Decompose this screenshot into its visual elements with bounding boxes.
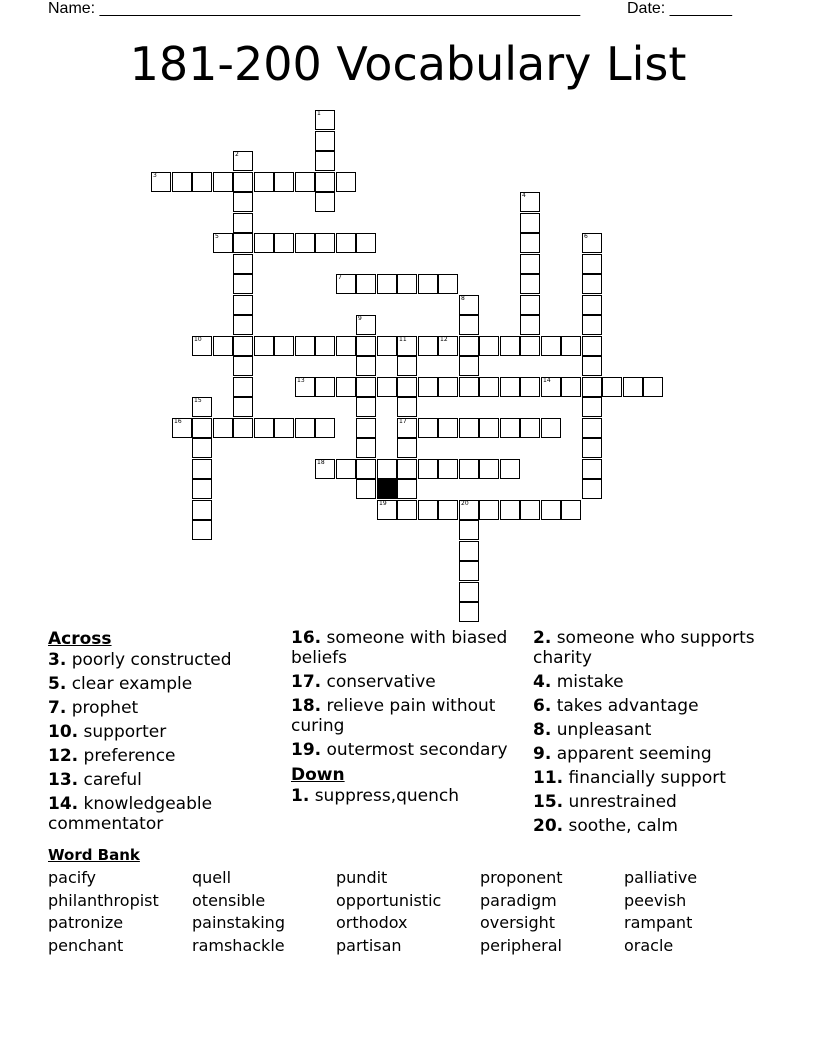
clue-item xyxy=(533,672,773,692)
clue-text: knowledgeable commentator xyxy=(48,794,213,834)
grid-cell[interactable] xyxy=(233,151,253,171)
grid-cell[interactable] xyxy=(336,233,356,253)
grid-cell[interactable] xyxy=(233,377,253,397)
clue-item xyxy=(48,722,283,742)
grid-cell[interactable] xyxy=(192,520,212,540)
clue-item xyxy=(48,746,283,766)
grid-cell[interactable] xyxy=(315,110,335,130)
clue-number: 20 xyxy=(461,500,469,507)
clue-number: 2. xyxy=(533,628,552,648)
grid-cell[interactable] xyxy=(315,459,335,479)
word-bank-item: paradigm xyxy=(480,890,557,910)
grid-cell[interactable] xyxy=(582,438,602,458)
grid-cell[interactable] xyxy=(520,192,540,212)
grid-cell[interactable] xyxy=(295,233,315,253)
clue-text: preference xyxy=(78,746,176,766)
clue-number: 12. xyxy=(48,746,79,766)
grid-cell[interactable] xyxy=(192,336,212,356)
grid-cell[interactable] xyxy=(356,377,376,397)
grid-cell[interactable] xyxy=(377,377,397,397)
grid-cell[interactable] xyxy=(582,315,602,335)
word-bank-item: quell xyxy=(192,868,232,887)
clue-number: 3 xyxy=(153,172,157,179)
grid-cell[interactable] xyxy=(233,356,253,376)
grid-cell[interactable] xyxy=(459,541,479,561)
word-bank-item: otensible xyxy=(192,890,266,910)
clue-number: 5 xyxy=(215,233,219,240)
grid-cell[interactable] xyxy=(356,459,376,479)
grid-cell[interactable] xyxy=(438,500,458,520)
grid-cell[interactable] xyxy=(520,295,540,315)
grid-cell[interactable] xyxy=(438,336,458,356)
clue-text: someone who supports charity xyxy=(533,628,755,668)
grid-cell[interactable] xyxy=(356,418,376,438)
clue-item xyxy=(533,816,773,836)
clue-number: 10 xyxy=(194,336,202,343)
clue-item xyxy=(48,698,283,718)
clue-item xyxy=(291,696,526,736)
grid-cell[interactable] xyxy=(233,418,253,438)
grid-cell[interactable] xyxy=(459,356,479,376)
grid-cell[interactable] xyxy=(479,418,499,438)
grid-cell[interactable] xyxy=(356,397,376,417)
clue-item xyxy=(533,744,773,764)
clue-number: 11. xyxy=(533,768,564,788)
grid-cell[interactable] xyxy=(213,233,233,253)
grid-cell[interactable] xyxy=(336,274,356,294)
grid-cell[interactable] xyxy=(561,336,581,356)
grid-cell[interactable] xyxy=(459,582,479,602)
grid-cell[interactable] xyxy=(397,274,417,294)
grid-cell[interactable] xyxy=(397,438,417,458)
grid-cell[interactable] xyxy=(356,336,376,356)
grid-cell[interactable] xyxy=(254,172,274,192)
grid-cell[interactable] xyxy=(397,418,417,438)
grid-cell[interactable] xyxy=(500,377,520,397)
grid-cell[interactable] xyxy=(438,418,458,438)
grid-cell[interactable] xyxy=(336,459,356,479)
grid-cell[interactable] xyxy=(377,459,397,479)
clue-item xyxy=(48,674,283,694)
grid-cell[interactable] xyxy=(233,295,253,315)
grid-cell[interactable] xyxy=(397,356,417,376)
grid-cell[interactable] xyxy=(623,377,643,397)
clue-number: 15 xyxy=(194,397,202,404)
grid-cell[interactable] xyxy=(315,418,335,438)
clue-number: 10. xyxy=(48,722,79,742)
grid-cell[interactable] xyxy=(377,500,397,520)
grid-cell[interactable] xyxy=(295,336,315,356)
clue-number: 6. xyxy=(533,696,552,716)
grid-cell[interactable] xyxy=(582,295,602,315)
word-bank-item: pundit xyxy=(336,868,388,887)
grid-cell[interactable] xyxy=(377,274,397,294)
clue-item xyxy=(533,792,773,812)
grid-cell[interactable] xyxy=(274,233,294,253)
grid-cell[interactable] xyxy=(233,315,253,335)
clue-text: soothe, calm xyxy=(563,816,678,836)
grid-cell[interactable] xyxy=(192,500,212,520)
grid-cell[interactable] xyxy=(356,438,376,458)
grid-cell[interactable] xyxy=(233,192,253,212)
grid-cell[interactable] xyxy=(438,274,458,294)
clue-text: someone with biased beliefs xyxy=(291,628,508,668)
clue-item xyxy=(533,768,773,788)
grid-cell[interactable] xyxy=(315,151,335,171)
clue-number: 9. xyxy=(533,744,552,764)
clue-item xyxy=(533,628,773,668)
grid-cell[interactable] xyxy=(233,336,253,356)
grid-cell[interactable] xyxy=(192,459,212,479)
clue-number: 14 xyxy=(543,377,551,384)
grid-cell[interactable] xyxy=(254,336,274,356)
clue-number: 19. xyxy=(291,740,322,760)
grid-cell[interactable] xyxy=(418,336,438,356)
grid-cell[interactable] xyxy=(233,233,253,253)
clue-text: outermost secondary xyxy=(321,740,508,760)
grid-cell[interactable] xyxy=(315,192,335,212)
down-heading: Down xyxy=(291,765,345,785)
clue-number: 11 xyxy=(399,336,407,343)
word-bank-item: rampant xyxy=(624,913,693,932)
clue-text: unpleasant xyxy=(551,720,652,740)
grid-cell[interactable] xyxy=(172,172,192,192)
clues-column-3 xyxy=(533,628,773,840)
grid-cell[interactable] xyxy=(520,254,540,274)
grid-cell[interactable] xyxy=(541,500,561,520)
grid-cell[interactable] xyxy=(356,356,376,376)
clue-text: clear example xyxy=(66,674,193,694)
word-bank-item: ramshackle xyxy=(192,935,285,955)
clue-text: supporter xyxy=(78,722,167,742)
word-bank-item: partisan xyxy=(336,935,402,955)
grid-cell[interactable] xyxy=(500,500,520,520)
grid-cell[interactable] xyxy=(541,418,561,438)
grid-cell[interactable] xyxy=(479,336,499,356)
grid-cell[interactable] xyxy=(479,500,499,520)
word-bank-item: patronize xyxy=(48,913,124,932)
clue-item xyxy=(533,720,773,740)
grid-cell[interactable] xyxy=(295,418,315,438)
page-title: 181-200 Vocabulary List xyxy=(129,37,687,91)
grid-cell[interactable] xyxy=(172,418,192,438)
clue-number: 12 xyxy=(440,336,448,343)
grid-cell[interactable] xyxy=(438,377,458,397)
grid-cell[interactable] xyxy=(192,397,212,417)
grid-cell[interactable] xyxy=(500,418,520,438)
grid-cell[interactable] xyxy=(213,172,233,192)
grid-cell[interactable] xyxy=(582,356,602,376)
grid-cell[interactable] xyxy=(418,377,438,397)
clue-item xyxy=(291,672,526,692)
clue-item xyxy=(533,696,773,716)
grid-cell[interactable] xyxy=(520,233,540,253)
grid-cell[interactable] xyxy=(356,274,376,294)
clue-item xyxy=(48,794,283,834)
grid-cell[interactable] xyxy=(459,315,479,335)
grid-cell[interactable] xyxy=(520,274,540,294)
grid-cell[interactable] xyxy=(520,500,540,520)
word-bank-item: proponent xyxy=(480,868,563,887)
grid-cell[interactable] xyxy=(315,336,335,356)
grid-cell[interactable] xyxy=(233,172,253,192)
grid-cell[interactable] xyxy=(213,418,233,438)
word-bank-item: oracle xyxy=(624,935,674,955)
grid-cell[interactable] xyxy=(397,397,417,417)
clue-number: 18 xyxy=(317,459,325,466)
clue-number: 14. xyxy=(48,794,79,814)
grid-cell[interactable] xyxy=(479,459,499,479)
word-bank-item: philanthropist xyxy=(48,890,159,910)
grid-cell[interactable] xyxy=(500,459,520,479)
grid-cell[interactable] xyxy=(233,254,253,274)
clue-number: 1. xyxy=(291,786,310,806)
grid-cell[interactable] xyxy=(295,377,315,397)
grid-cell[interactable] xyxy=(582,233,602,253)
grid-cell[interactable] xyxy=(582,397,602,417)
clues-column-1 xyxy=(48,628,283,838)
clue-text: takes advantage xyxy=(551,696,699,716)
grid-cell[interactable] xyxy=(356,233,376,253)
word-bank-item: orthodox xyxy=(336,913,408,932)
grid-cell[interactable] xyxy=(233,397,253,417)
grid-cell[interactable] xyxy=(192,418,212,438)
clue-number: 20. xyxy=(533,816,564,836)
word-bank-item: peevish xyxy=(624,890,687,910)
grid-cell[interactable] xyxy=(418,459,438,479)
clue-number: 5. xyxy=(48,674,67,694)
word-bank-item: peripheral xyxy=(480,935,562,955)
grid-cell[interactable] xyxy=(397,479,417,499)
grid-cell[interactable] xyxy=(582,479,602,499)
grid-cell[interactable] xyxy=(520,418,540,438)
grid-cell[interactable] xyxy=(459,336,479,356)
grid-cell[interactable] xyxy=(520,213,540,233)
word-bank-item: pacify xyxy=(48,868,97,887)
grid-cell[interactable] xyxy=(459,377,479,397)
grid-cell[interactable] xyxy=(520,377,540,397)
grid-cell[interactable] xyxy=(274,418,294,438)
grid-cell[interactable] xyxy=(356,479,376,499)
clue-text: careful xyxy=(78,770,142,790)
name-label: Name: ______________________________________________________ xyxy=(48,0,581,17)
grid-cell[interactable] xyxy=(500,336,520,356)
grid-cell[interactable] xyxy=(377,336,397,356)
grid-cell[interactable] xyxy=(418,418,438,438)
clue-number: 9 xyxy=(358,315,362,322)
grid-cell[interactable] xyxy=(274,172,294,192)
word-bank-heading: Word Bank xyxy=(48,846,140,864)
grid-cell[interactable] xyxy=(274,336,294,356)
grid-cell[interactable] xyxy=(582,459,602,479)
grid-cell[interactable] xyxy=(192,438,212,458)
clues-column-2 xyxy=(291,628,526,810)
grid-cell[interactable] xyxy=(315,131,335,151)
grid-cell[interactable] xyxy=(520,336,540,356)
clue-item xyxy=(48,770,283,790)
clue-number: 4. xyxy=(533,672,552,692)
grid-cell[interactable] xyxy=(459,520,479,540)
clue-number: 4 xyxy=(522,192,526,199)
clue-number: 15. xyxy=(533,792,564,812)
word-bank-item: oversight xyxy=(480,913,556,932)
grid-cell[interactable] xyxy=(418,500,438,520)
grid-cell[interactable] xyxy=(336,377,356,397)
clue-number: 8. xyxy=(533,720,552,740)
grid-cell[interactable] xyxy=(336,172,356,192)
grid-cell[interactable] xyxy=(295,172,315,192)
grid-cell[interactable] xyxy=(438,459,458,479)
grid-cell[interactable] xyxy=(459,459,479,479)
grid-cell[interactable] xyxy=(397,500,417,520)
clue-number: 7. xyxy=(48,698,67,718)
clue-text: apparent seeming xyxy=(551,744,712,764)
grid-cell[interactable] xyxy=(582,377,602,397)
word-bank-item: painstaking xyxy=(192,913,285,932)
grid-cell[interactable] xyxy=(315,233,335,253)
grid-cell[interactable] xyxy=(582,274,602,294)
grid-cell[interactable] xyxy=(541,377,561,397)
grid-cell[interactable] xyxy=(315,172,335,192)
clue-number: 18. xyxy=(291,696,322,716)
grid-cell[interactable] xyxy=(397,336,417,356)
grid-cell[interactable] xyxy=(459,561,479,581)
grid-cell[interactable] xyxy=(582,418,602,438)
grid-cell[interactable] xyxy=(418,274,438,294)
grid-cell[interactable] xyxy=(151,172,171,192)
word-bank-item: opportunistic xyxy=(336,890,442,910)
word-bank-item: penchant xyxy=(48,935,124,955)
clue-number: 13. xyxy=(48,770,79,790)
clue-number: 19 xyxy=(379,500,387,507)
clue-text: suppress,quench xyxy=(309,786,460,806)
grid-cell[interactable] xyxy=(459,295,479,315)
grid-cell[interactable] xyxy=(643,377,663,397)
grid-cell[interactable] xyxy=(233,274,253,294)
grid-cell[interactable] xyxy=(582,254,602,274)
grid-cell[interactable] xyxy=(397,377,417,397)
clue-number: 16 xyxy=(174,418,182,425)
clue-text: poorly constructed xyxy=(66,650,232,670)
grid-cell[interactable] xyxy=(602,377,622,397)
clue-number: 6 xyxy=(584,233,588,240)
grid-cell[interactable] xyxy=(192,172,212,192)
date-label: Date: _______ xyxy=(627,0,732,17)
clue-item xyxy=(291,628,526,668)
grid-cell[interactable] xyxy=(315,377,335,397)
grid-cell[interactable] xyxy=(541,336,561,356)
clue-text: financially support xyxy=(563,768,726,788)
clue-number: 3. xyxy=(48,650,67,670)
word-bank-item: palliative xyxy=(624,868,698,887)
grid-cell[interactable] xyxy=(561,500,581,520)
clue-item xyxy=(48,650,283,670)
grid-cell[interactable] xyxy=(582,336,602,356)
clue-number: 17 xyxy=(399,418,407,425)
grid-cell[interactable] xyxy=(356,315,376,335)
grid-cell[interactable] xyxy=(459,418,479,438)
grid-cell[interactable] xyxy=(520,315,540,335)
grid-cell[interactable] xyxy=(213,336,233,356)
clue-text: relieve pain without curing xyxy=(291,696,496,736)
grid-cell[interactable] xyxy=(336,336,356,356)
clue-number: 7 xyxy=(338,274,342,281)
grid-cell[interactable] xyxy=(397,459,417,479)
clue-number: 17. xyxy=(291,672,322,692)
clue-number: 13 xyxy=(297,377,305,384)
grid-cell[interactable] xyxy=(254,418,274,438)
clue-item xyxy=(291,740,526,760)
clue-number: 16. xyxy=(291,628,322,648)
clue-item xyxy=(291,786,526,806)
grid-cell[interactable] xyxy=(459,602,479,622)
grid-cell[interactable] xyxy=(561,377,581,397)
clue-number: 8 xyxy=(461,295,465,302)
grid-cell[interactable] xyxy=(479,377,499,397)
across-heading: Across xyxy=(48,629,112,649)
clue-text: mistake xyxy=(551,672,624,692)
grid-cell[interactable] xyxy=(254,233,274,253)
clue-number: 2 xyxy=(235,151,239,158)
clue-number: 1 xyxy=(317,110,321,117)
grid-cell[interactable] xyxy=(192,479,212,499)
clue-text: prophet xyxy=(66,698,139,718)
black-cell xyxy=(377,479,397,499)
clue-text: unrestrained xyxy=(563,792,677,812)
grid-cell[interactable] xyxy=(233,213,253,233)
grid-cell[interactable] xyxy=(459,500,479,520)
clue-text: conservative xyxy=(321,672,436,692)
